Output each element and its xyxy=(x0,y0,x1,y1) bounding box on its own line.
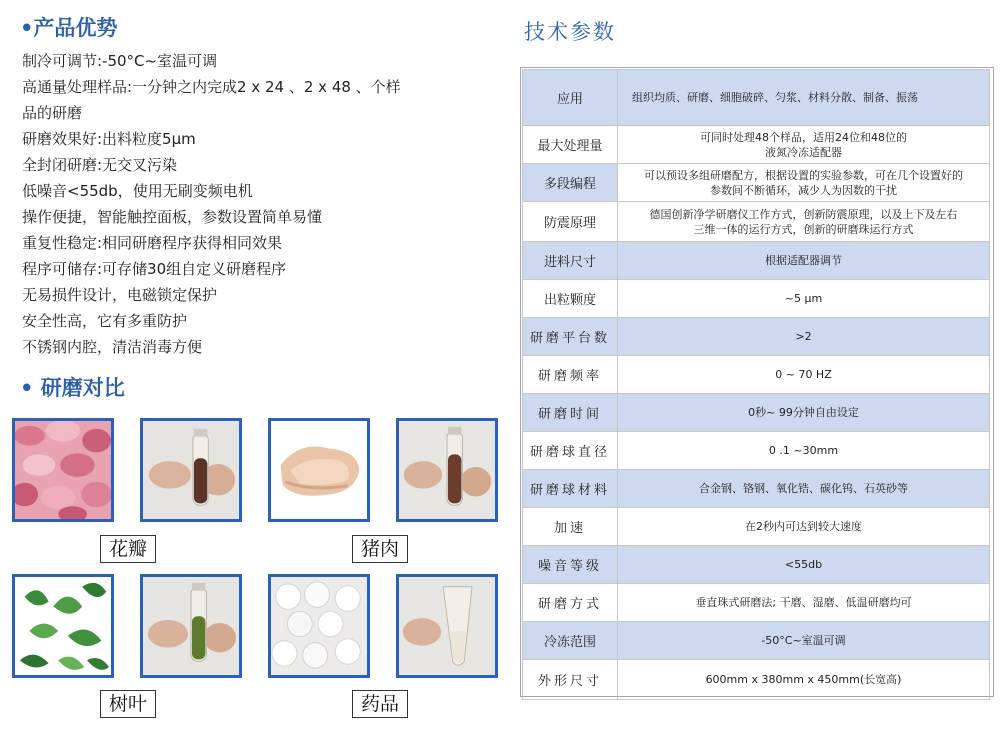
feature-list xyxy=(22,48,452,360)
spec-value: <55db xyxy=(618,546,990,584)
spec-value: 0 ~ 70 HZ xyxy=(618,356,990,394)
caption-pills: 药品 xyxy=(352,690,408,718)
spec-value xyxy=(618,164,990,202)
petals-photo xyxy=(12,418,114,522)
spec-row-antishock xyxy=(523,202,990,242)
spec-row-dimensions xyxy=(523,660,990,700)
spec-label: 研磨球直径 xyxy=(523,432,618,470)
spec-value-line: 参数间不断循环，减少人为因数的干扰 xyxy=(710,183,897,197)
spec-label: 研磨频率 xyxy=(523,356,618,394)
spec-label: 噪音等级 xyxy=(523,546,618,584)
leaves-tube-photo xyxy=(140,574,242,678)
spec-value-line: 液氮冷冻适配器 xyxy=(765,145,842,159)
spec-label: 加速 xyxy=(523,508,618,546)
pills-photo xyxy=(268,574,370,678)
feature-item: 无易损件设计，电磁锁定保护 xyxy=(22,286,218,304)
feature-item: 操作便捷，智能触控面板，参数设置简单易懂 xyxy=(22,208,323,226)
feature-item: 全封闭研磨:无交叉污染 xyxy=(22,156,178,174)
features-title: •产品优势 xyxy=(20,16,118,40)
spec-value: 垂直珠式研磨法; 干磨、湿磨、低温研磨均可 xyxy=(618,584,990,622)
spec-label: 冷冻范围 xyxy=(523,622,618,660)
spec-value: 600mm x 380mm x 450mm(长宽高) xyxy=(618,660,990,700)
spec-value: 组织均质、研磨、细胞破碎、匀浆、材料分散、制备、振荡 xyxy=(618,70,990,126)
spec-value: -50°C~室温可调 xyxy=(618,622,990,660)
comparison-title: • 研磨对比 xyxy=(20,376,125,400)
spec-label: 研磨方式 xyxy=(523,584,618,622)
feature-item: 制冷可调节:-50°C~室温可调 xyxy=(22,52,218,70)
spec-value xyxy=(618,202,990,242)
spec-value: 根据适配器调节 xyxy=(618,242,990,280)
feature-item: 程序可储存:可存储30组自定义研磨程序 xyxy=(22,260,287,278)
feature-item: 研磨效果好:出料粒度5μm xyxy=(22,130,196,148)
spec-label: 防震原理 xyxy=(523,202,618,242)
feature-item: 低噪音<55db，使用无刷变频电机 xyxy=(22,182,253,200)
leaves-photo xyxy=(12,574,114,678)
spec-row-cooling-range xyxy=(523,622,990,660)
spec-row-noise xyxy=(523,546,990,584)
spec-table xyxy=(522,69,990,700)
feature-item: 安全性高，它有多重防护 xyxy=(22,312,188,330)
spec-row-ball-material xyxy=(523,470,990,508)
feature-item: 重复性稳定:相同研磨程序获得相同效果 xyxy=(22,234,283,252)
spec-row-particle-size xyxy=(523,280,990,318)
spec-label: 研磨球材料 xyxy=(523,470,618,508)
spec-row-time xyxy=(523,394,990,432)
spec-label: 出粒颗度 xyxy=(523,280,618,318)
caption-leaves: 树叶 xyxy=(100,690,156,718)
spec-value-line: 三维一体的运行方式，创新的研磨珠运行方式 xyxy=(693,222,914,236)
feature-item: 品的研磨 xyxy=(22,104,83,122)
spec-label: 应用 xyxy=(523,70,618,126)
spec-label: 外形尺寸 xyxy=(523,660,618,700)
feature-item: 不锈钢内腔，清洁消毒方便 xyxy=(22,338,203,356)
spec-row-feed-size xyxy=(523,242,990,280)
spec-row-ball-diameter xyxy=(523,432,990,470)
caption-petals: 花瓣 xyxy=(100,535,156,563)
spec-value: 合金钢、铬钢、氧化锆、碳化钨、石英砂等 xyxy=(618,470,990,508)
feature-item: 高通量处理样品:一分钟之内完成2 x 24 、2 x 48 、个样 xyxy=(22,78,401,96)
spec-label: 多段编程 xyxy=(523,164,618,202)
specs-title: 技术参数 xyxy=(524,20,616,44)
spec-label: 最大处理量 xyxy=(523,126,618,164)
pills-tube-photo xyxy=(396,574,498,678)
spec-value xyxy=(618,126,990,164)
spec-value: 0秒~ 99分钟自由设定 xyxy=(618,394,990,432)
spec-value: 0 .1 ~30mm xyxy=(618,432,990,470)
spec-row-acceleration xyxy=(523,508,990,546)
spec-label: 进料尺寸 xyxy=(523,242,618,280)
spec-value: 在2秒内可达到较大速度 xyxy=(618,508,990,546)
spec-value-line: 可同时处理48个样品，适用24位和48位的 xyxy=(700,130,907,144)
spec-label: 研磨时间 xyxy=(523,394,618,432)
spec-label: 研磨平台数 xyxy=(523,318,618,356)
spec-value-line: 可以预设多组研磨配方，根据设置的实验参数，可在几个设置好的 xyxy=(644,168,963,182)
petals-tube-photo xyxy=(140,418,242,522)
spec-row-capacity xyxy=(523,126,990,164)
pork-tube-photo xyxy=(396,418,498,522)
pork-photo xyxy=(268,418,370,522)
spec-row-application xyxy=(523,70,990,126)
spec-row-programming xyxy=(523,164,990,202)
caption-pork: 猪肉 xyxy=(352,535,408,563)
spec-row-platforms xyxy=(523,318,990,356)
spec-value: >2 xyxy=(618,318,990,356)
spec-value: ~5 μm xyxy=(618,280,990,318)
spec-row-method xyxy=(523,584,990,622)
spec-row-frequency xyxy=(523,356,990,394)
spec-value-line: 德国创新净学研磨仪工作方式，创新防震原理，以及上下及左右 xyxy=(649,207,958,221)
